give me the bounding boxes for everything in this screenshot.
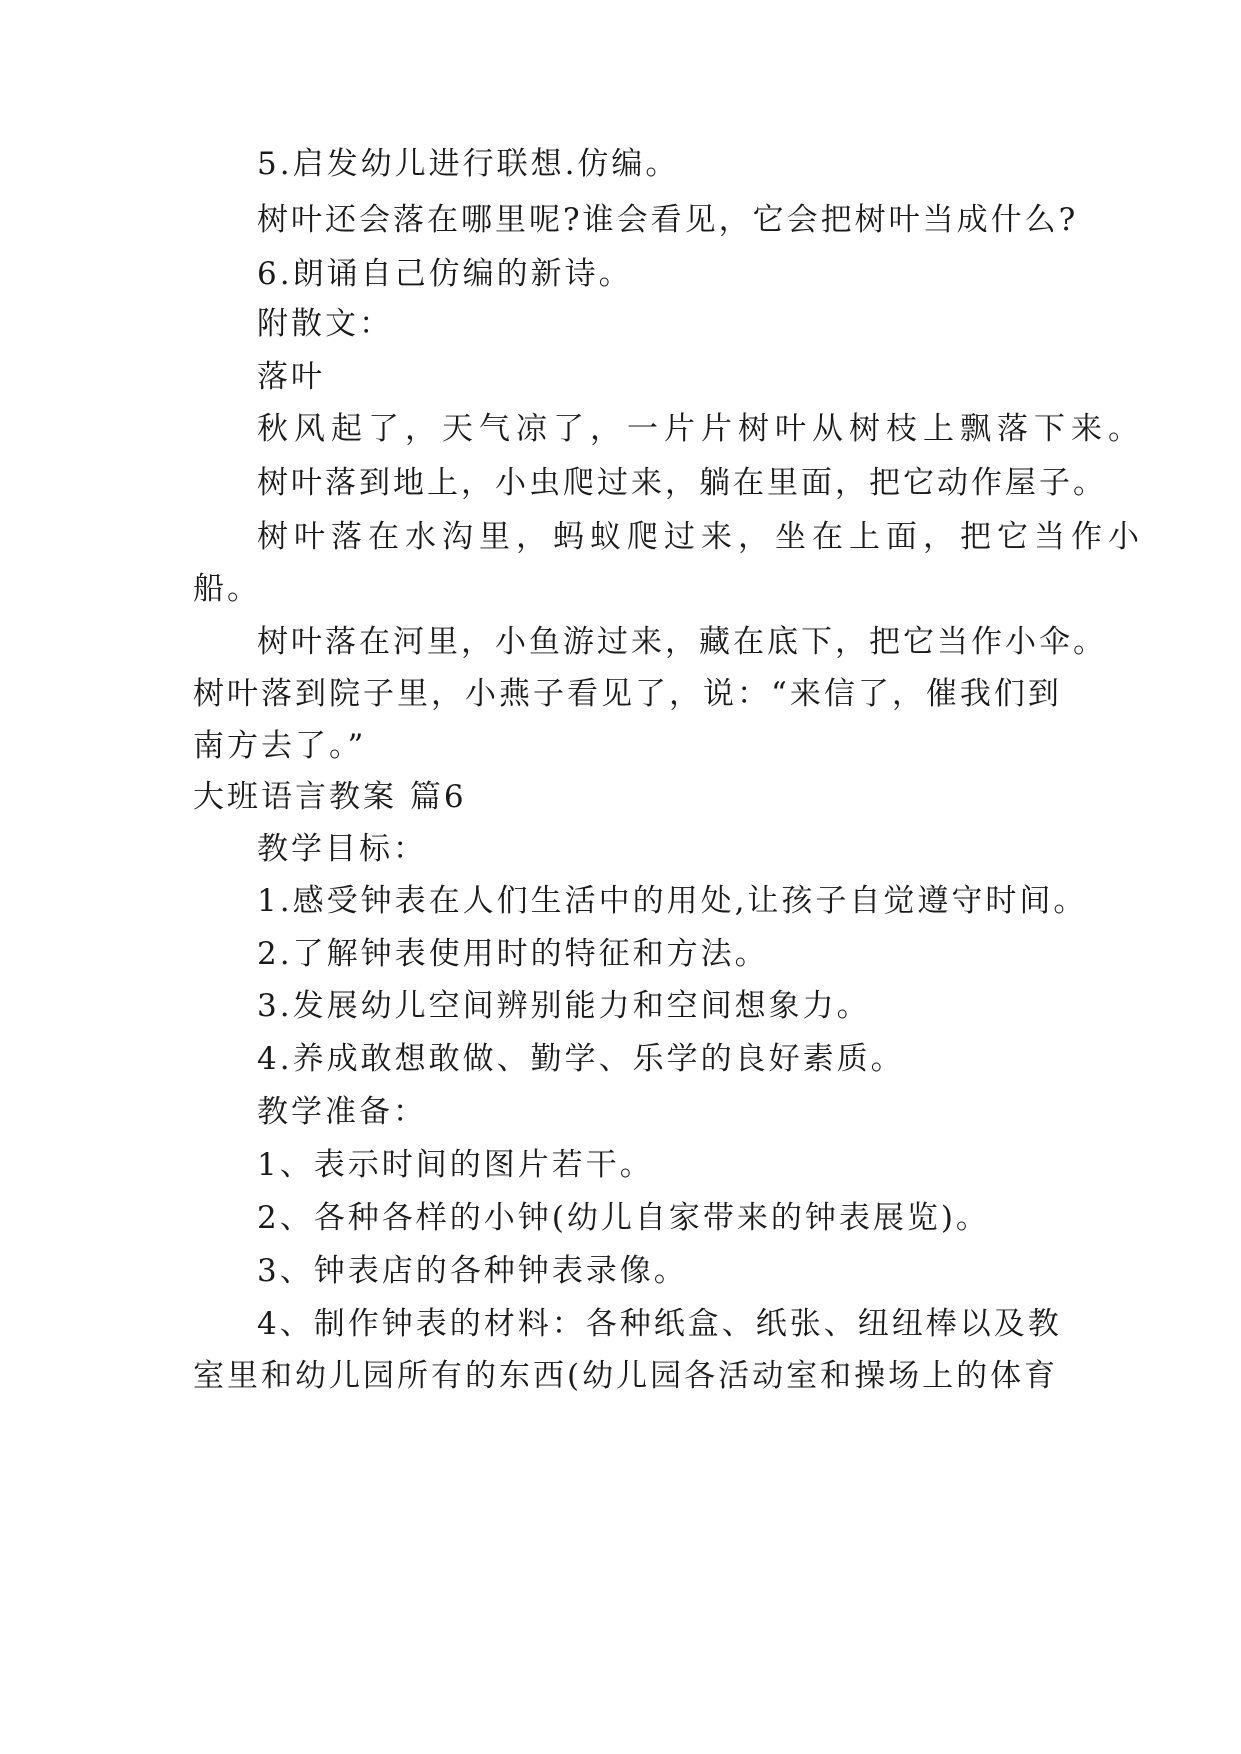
poem-line-5: 树叶落到院子里，小燕子看见了，说：“来信了，催我们到 [193, 676, 1062, 712]
section-heading: 大班语言教案 篇6 [193, 779, 467, 815]
poem-line-4: 树叶落在河里，小鱼游过来，藏在底下，把它当作小伞。 [257, 624, 1107, 660]
poem-line-3-cont: 船。 [193, 571, 261, 607]
goals-label: 教学目标： [257, 831, 427, 867]
prep-4: 4、制作钟表的材料：各种纸盒、纸张、纽纽棒以及教 [257, 1306, 1062, 1342]
goal-4: 4.养成敢想敢做、勤学、乐学的良好素质。 [257, 1041, 905, 1077]
prep-4-cont: 室里和幼儿园所有的东西(幼儿园各活动室和操场上的体育 [193, 1358, 1059, 1394]
question-text: 树叶还会落在哪里呢?谁会看见，它会把树叶当成什么? [257, 202, 1079, 238]
step-6-text: 6.朗诵自己仿编的新诗。 [257, 256, 633, 292]
prep-label: 教学准备： [257, 1094, 427, 1130]
prep-2: 2、各种各样的小钟(幼儿自家带来的钟表展览)。 [257, 1200, 990, 1236]
prep-3: 3、钟表店的各种钟表录像。 [257, 1253, 688, 1289]
goal-1: 1.感受钟表在人们生活中的用处,让孩子自觉遵守时间。 [257, 883, 1088, 919]
poem-line-3: 树叶落在水沟里，蚂蚁爬过来，坐在上面，把它当作小 [257, 519, 1145, 555]
prep-1: 1、表示时间的图片若干。 [257, 1147, 654, 1183]
goal-3: 3.发展幼儿空间辨别能力和空间想象力。 [257, 988, 871, 1024]
step-5-text: 5.启发幼儿进行联想.仿编。 [257, 146, 680, 182]
poem-line-1: 秋风起了，天气凉了，一片片树叶从树枝上飘落下来。 [257, 411, 1145, 447]
poem-line-5-cont: 南方去了。” [193, 728, 367, 764]
poem-line-2: 树叶落到地上，小虫爬过来，躺在里面，把它动作屋子。 [257, 465, 1107, 501]
appendix-label: 附散文： [257, 306, 393, 342]
goal-2: 2.了解钟表使用时的特征和方法。 [257, 936, 769, 972]
poem-title: 落叶 [257, 359, 325, 395]
